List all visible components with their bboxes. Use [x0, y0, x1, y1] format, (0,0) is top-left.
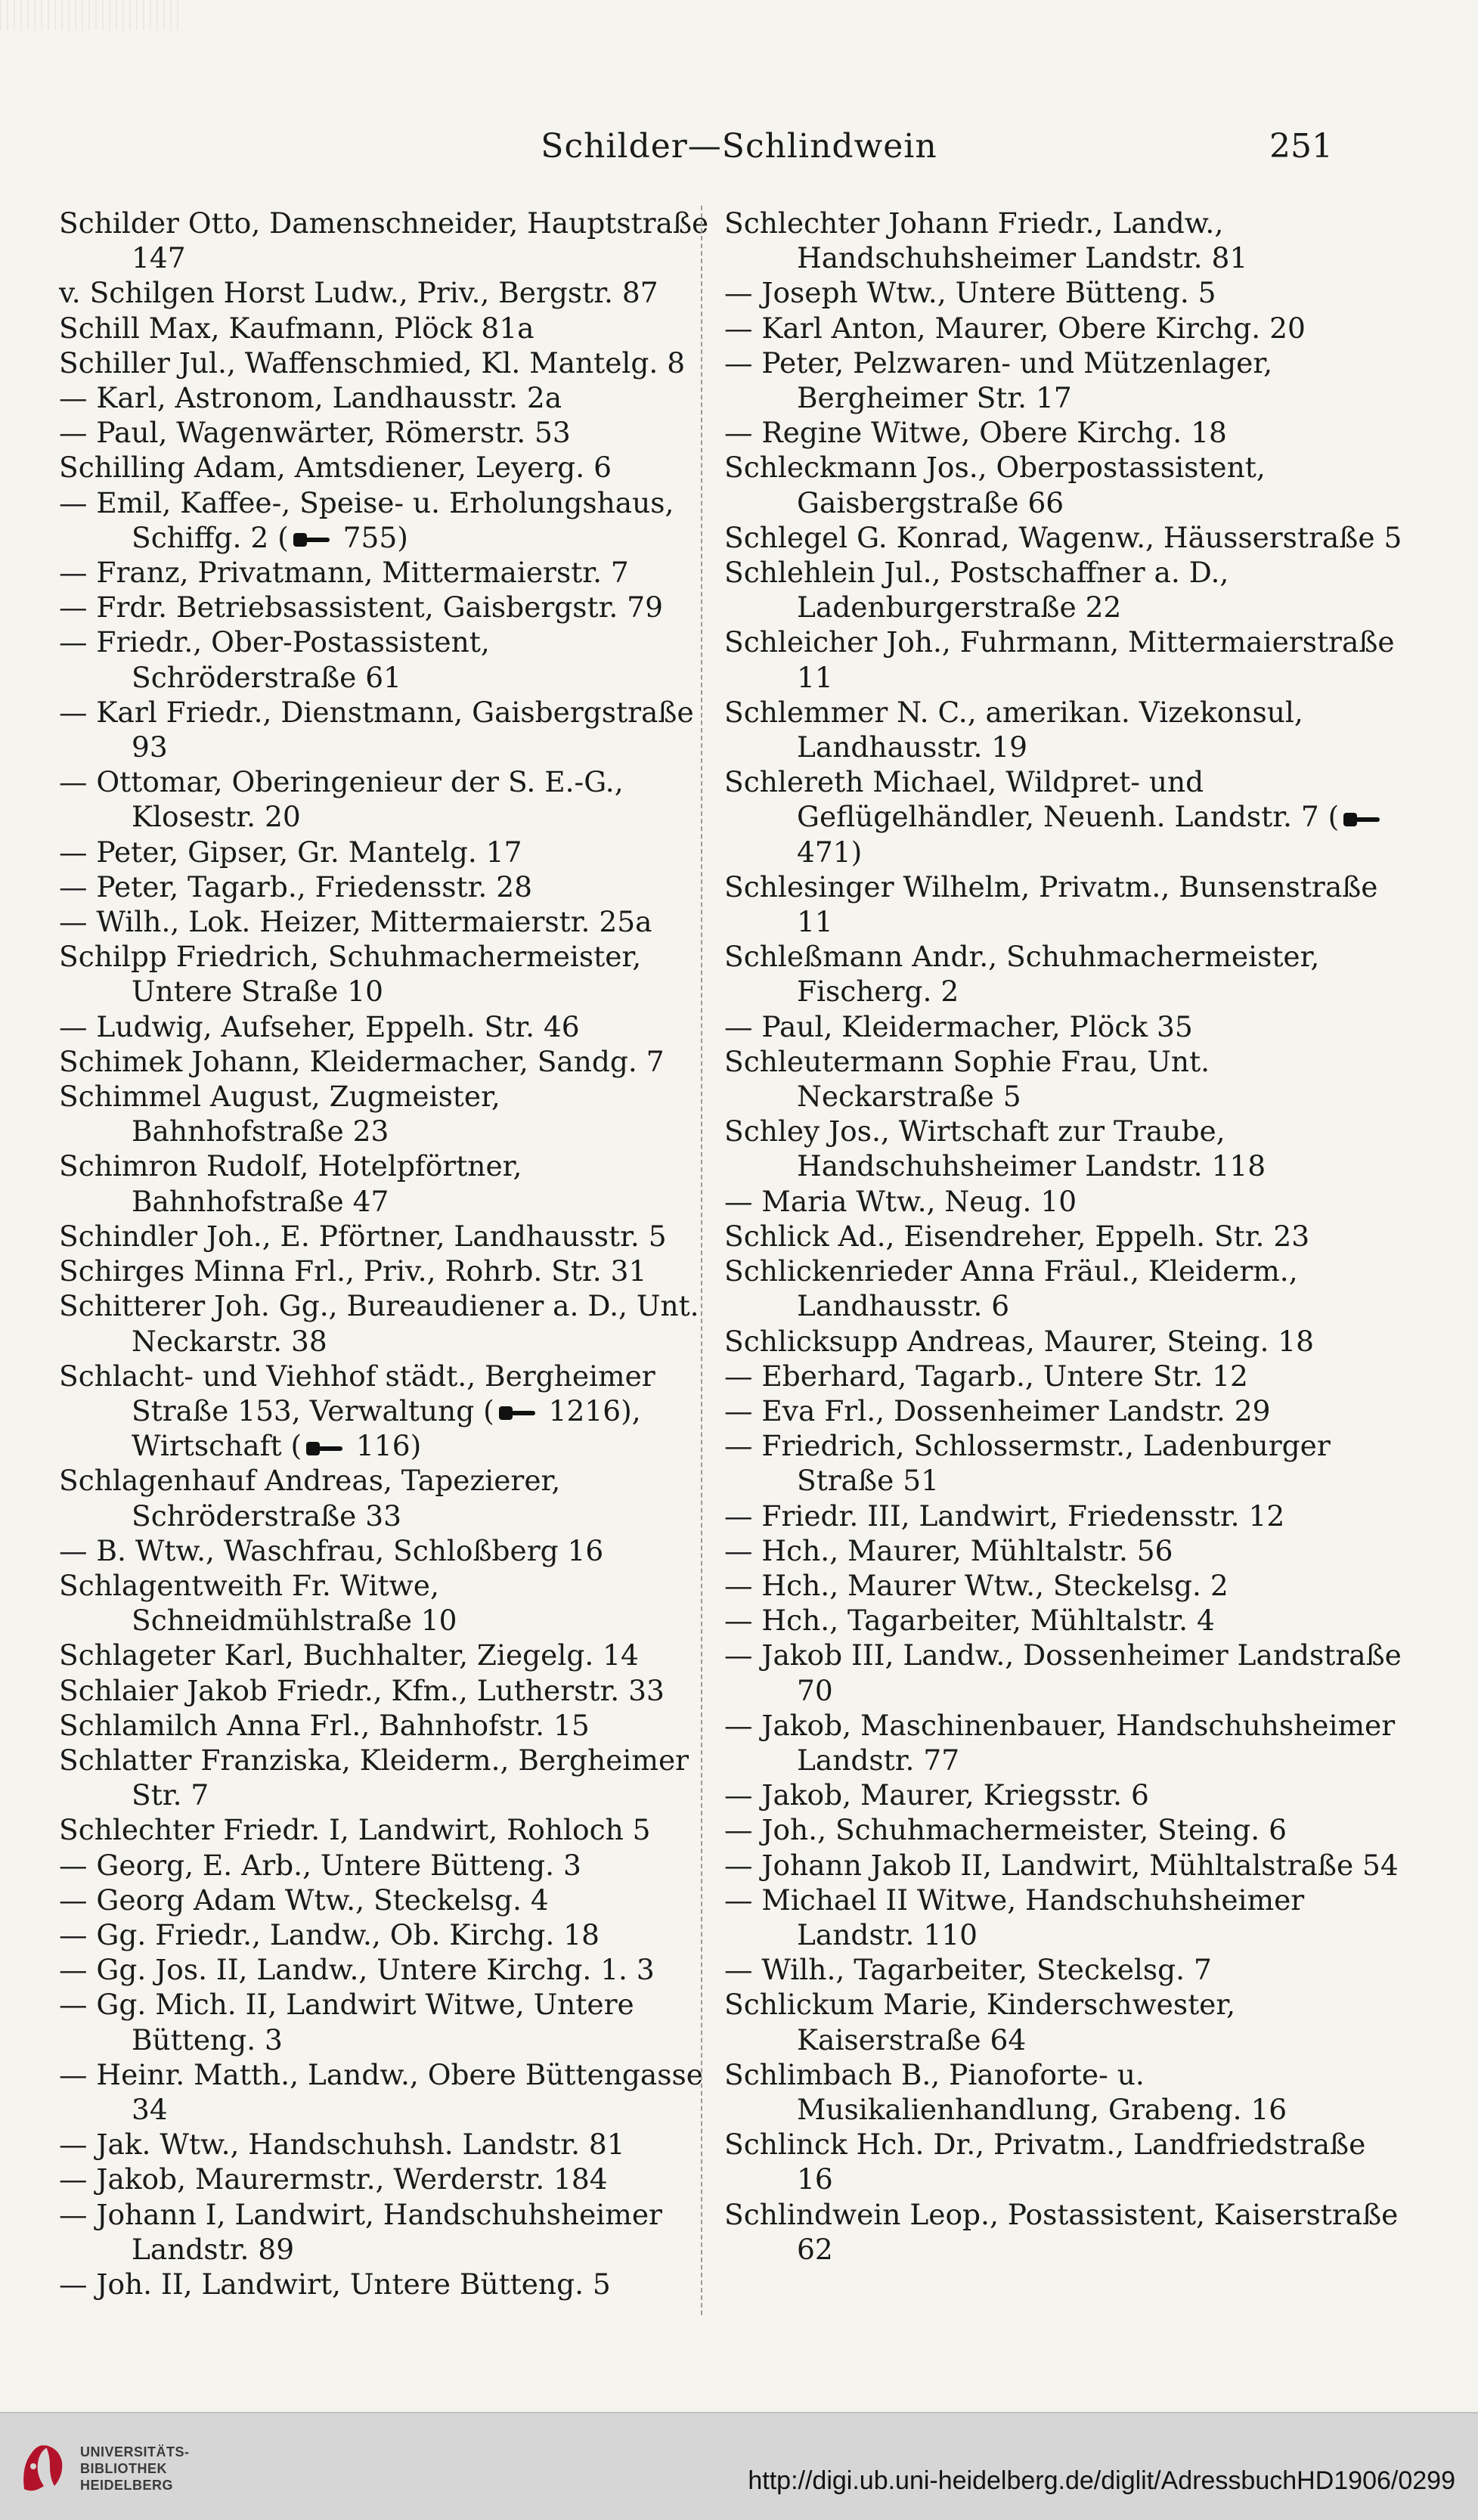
directory-entry: Schlagenhauf Andreas, Tapezierer, Schröderstraße 33	[59, 1464, 561, 1533]
directory-entry: Schlinck Hch. Dr., Privatm., Landfriedstraße 16	[724, 2128, 1366, 2196]
running-head	[0, 127, 1478, 172]
directory-entry: — Ottomar, Oberingenieur der S. E.-G., Klosestr. 20	[59, 765, 624, 834]
scan-speckle	[0, 0, 181, 30]
directory-entry: Schleßmann Andr., Schuhmachermeister, Fischerg. 2	[724, 940, 1320, 1009]
directory-entry: — Jakob, Maurer, Kriegsstr. 6	[724, 1778, 1149, 1812]
directory-entry: Schleutermann Sophie Frau, Unt. Neckarstraße 5	[724, 1044, 1210, 1114]
directory-entry: Schlageter Karl, Buchhalter, Ziegelg. 14	[59, 1638, 639, 1672]
directory-entry: — Eva Frl., Dossenheimer Landstr. 29	[724, 1393, 1271, 1427]
directory-entry: Schlehlein Jul., Postschaffner a. D., Ladenburgerstraße 22	[724, 556, 1229, 625]
directory-entry: — Emil, Kaffee-, Speise- u. Erholungshaus, Schiffg. 2 ( 755)	[59, 485, 674, 554]
directory-entry: — Peter, Pelzwaren- und Mützenlager, Bergheimer Str. 17	[724, 346, 1273, 415]
directory-entry: Schill Max, Kaufmann, Plöck 81a	[59, 311, 534, 345]
directory-entry: — Wilh., Lok. Heizer, Mittermaierstr. 25a	[59, 905, 652, 939]
directory-entry: — Gg. Mich. II, Landwirt Witwe, Untere Bütteng. 3	[59, 1988, 634, 2057]
directory-entry: — Peter, Tagarb., Friedensstr. 28	[59, 869, 532, 904]
directory-entry: — Joh., Schuhmachermeister, Steing. 6	[724, 1813, 1287, 1847]
directory-entry: — Frdr. Betriebsassistent, Gaisbergstr. 79	[59, 590, 663, 625]
directory-entry: — Regine Witwe, Obere Kirchg. 18	[724, 416, 1227, 450]
directory-entry: — Heinr. Matth., Landw., Obere Büttengasse 34	[59, 2057, 703, 2126]
directory-entry: Schlechter Friedr. I, Landwirt, Rohloch 5	[59, 1813, 651, 1847]
library-name-line: HEIDELBERG	[80, 2478, 174, 2493]
left-column	[59, 206, 709, 2301]
directory-entry: — Gg. Friedr., Landw., Ob. Kirchg. 18	[59, 1917, 600, 1951]
directory-entry: Schlamilch Anna Frl., Bahnhofstr. 15	[59, 1708, 590, 1742]
directory-entry: — Jak. Wtw., Handschuhsh. Landstr. 81	[59, 2128, 625, 2162]
directory-entry: — Karl Anton, Maurer, Obere Kirchg. 20	[724, 311, 1306, 345]
page-title: Schilder—Schlindwein	[541, 127, 937, 166]
directory-entry: — Karl, Astronom, Landhausstr. 2a	[59, 381, 562, 415]
directory-entry: — Friedr., Ober-Postassistent, Schröderstraße 61	[59, 625, 490, 694]
directory-entry: Schlaier Jakob Friedr., Kfm., Lutherstr. 33	[59, 1673, 665, 1707]
source-url-link[interactable]: http://digi.ub.uni-heidelberg.de/diglit/AdressbuchHD1906/0299	[748, 2466, 1455, 2495]
column-divider	[701, 206, 702, 2315]
directory-entry: Schirges Minna Frl., Priv., Rohrb. Str. 31	[59, 1254, 647, 1288]
directory-entry: Schlechter Johann Friedr., Landw., Handschuhsheimer Landstr. 81	[724, 206, 1248, 275]
directory-entry: Schley Jos., Wirtschaft zur Traube, Handschuhsheimer Landstr. 118	[724, 1114, 1266, 1183]
directory-entry: — Paul, Wagenwärter, Römerstr. 53	[59, 416, 571, 450]
directory-entry: — Friedrich, Schlossermstr., Ladenburger Straße 51	[724, 1429, 1331, 1498]
directory-entry: Schlagentweith Fr. Witwe, Schneidmühlstraße 10	[59, 1568, 457, 1638]
directory-entry: — B. Wtw., Waschfrau, Schloßberg 16	[59, 1533, 604, 1567]
directory-entry: Schiller Jul., Waffenschmied, Kl. Mantelg. 8	[59, 346, 686, 380]
library-name[interactable]	[80, 2444, 190, 2494]
directory-entry: Schlemmer N. C., amerikan. Vizekonsul, Landhausstr. 19	[724, 695, 1303, 764]
directory-entry: Schlindwein Leop., Postassistent, Kaiserstraße 62	[724, 2197, 1399, 2266]
directory-entry: — Jakob, Maurermstr., Werderstr. 184	[59, 2162, 608, 2196]
directory-entry: — Jakob III, Landw., Dossenheimer Landstraße 70	[724, 1638, 1402, 1707]
telephone-receiver-icon	[305, 1440, 344, 1457]
directory-entry: — Joseph Wtw., Untere Bütteng. 5	[724, 276, 1216, 310]
page-number: 251	[1269, 127, 1333, 166]
directory-entry: — Franz, Privatmann, Mittermaierstr. 7	[59, 556, 629, 590]
directory-entry: — Johann I, Landwirt, Handschuhsheimer Landstr. 89	[59, 2197, 662, 2266]
telephone-receiver-icon	[497, 1405, 537, 1421]
directory-entry: — Maria Wtw., Neug. 10	[724, 1184, 1077, 1218]
directory-entry: Schlacht- und Viehhof städt., Bergheimer Straße 153, Verwaltung ( 1216), Wirtschaft ( 116)	[59, 1359, 655, 1463]
directory-entry: — Friedr. III, Landwirt, Friedensstr. 12	[724, 1499, 1285, 1533]
directory-entry: Schlickum Marie, Kinderschwester, Kaiserstraße 64	[724, 1988, 1236, 2057]
telephone-receiver-icon	[292, 532, 331, 548]
directory-entry: — Eberhard, Tagarb., Untere Str. 12	[724, 1359, 1248, 1393]
library-name-line: UNIVERSITÄTS-	[80, 2444, 190, 2460]
directory-entry: Schimek Johann, Kleidermacher, Sandg. 7	[59, 1044, 665, 1078]
directory-entry: v. Schilgen Horst Ludw., Priv., Bergstr. 87	[59, 276, 658, 310]
directory-entry: — Hch., Maurer Wtw., Steckelsg. 2	[724, 1568, 1229, 1602]
directory-entry: Schilling Adam, Amtsdiener, Leyerg. 6	[59, 451, 612, 485]
directory-entry: — Paul, Kleidermacher, Plöck 35	[724, 1009, 1193, 1043]
directory-entry: Schlickenrieder Anna Fräul., Kleiderm., Landhausstr. 6	[724, 1254, 1298, 1323]
directory-entry: — Georg Adam Wtw., Steckelsg. 4	[59, 1883, 549, 1917]
directory-entry: Schlesinger Wilhelm, Privatm., Bunsenstraße 11	[724, 869, 1378, 939]
directory-entry: Schlatter Franziska, Kleiderm., Bergheimer Str. 7	[59, 1743, 689, 1812]
directory-entry: — Johann Jakob II, Landwirt, Mühltalstraße 54	[724, 1848, 1399, 1882]
telephone-receiver-icon	[1342, 811, 1381, 828]
directory-entry: — Jakob, Maschinenbauer, Handschuhsheimer Landstr. 77	[724, 1708, 1396, 1777]
directory-entry: Schleckmann Jos., Oberpostassistent, Gaisbergstraße 66	[724, 451, 1266, 519]
directory-entry: — Gg. Jos. II, Landw., Untere Kirchg. 1. 3	[59, 1953, 655, 1987]
directory-entry: — Hch., Maurer, Mühltalstr. 56	[724, 1533, 1173, 1567]
library-name-line: BIBLIOTHEK	[80, 2461, 167, 2476]
directory-entry: Schilder Otto, Damenschneider, Hauptstraße 147	[59, 206, 709, 275]
directory-entry: — Wilh., Tagarbeiter, Steckelsg. 7	[724, 1953, 1212, 1987]
library-seal-icon[interactable]	[17, 2436, 70, 2497]
directory-entry: — Ludwig, Aufseher, Eppelh. Str. 46	[59, 1009, 580, 1043]
directory-entry: Schitterer Joh. Gg., Bureaudiener a. D., Unt. Neckarstr. 38	[59, 1289, 699, 1358]
directory-entry: Schimron Rudolf, Hotelpförtner, Bahnhofstraße 47	[59, 1149, 522, 1218]
directory-entry: — Hch., Tagarbeiter, Mühltalstr. 4	[724, 1604, 1215, 1638]
directory-entry: — Peter, Gipser, Gr. Mantelg. 17	[59, 835, 522, 869]
directory-entry: Schindler Joh., E. Pförtner, Landhausstr. 5	[59, 1219, 667, 1253]
directory-entry: Schimmel August, Zugmeister, Bahnhofstraße 23	[59, 1080, 500, 1148]
directory-entry: — Karl Friedr., Dienstmann, Gaisbergstraße 93	[59, 695, 694, 764]
directory-entry: Schilpp Friedrich, Schuhmachermeister, Untere Straße 10	[59, 940, 642, 1009]
directory-entry: Schlegel G. Konrad, Wagenw., Häusserstraße 5	[724, 520, 1402, 554]
directory-entry: Schlick Ad., Eisendreher, Eppelh. Str. 23	[724, 1219, 1310, 1253]
footer-bar	[0, 2412, 1478, 2520]
directory-entry: — Joh. II, Landwirt, Untere Bütteng. 5	[59, 2267, 611, 2301]
directory-entry: — Georg, E. Arb., Untere Bütteng. 3	[59, 1848, 581, 1882]
directory-entry: Schlimbach B., Pianoforte- u. Musikalienhandlung, Grabeng. 16	[724, 2057, 1287, 2126]
directory-entry: — Michael II Witwe, Handschuhsheimer Landstr. 110	[724, 1883, 1305, 1951]
directory-entry: Schleicher Joh., Fuhrmann, Mittermaierstraße 11	[724, 625, 1395, 694]
directory-entry: Schlereth Michael, Wildpret- und Geflügelhändler, Neuenh. Landstr. 7 ( 471)	[724, 764, 1408, 869]
right-column	[724, 206, 1408, 2267]
directory-entry: Schlicksupp Andreas, Maurer, Steing. 18	[724, 1324, 1315, 1358]
